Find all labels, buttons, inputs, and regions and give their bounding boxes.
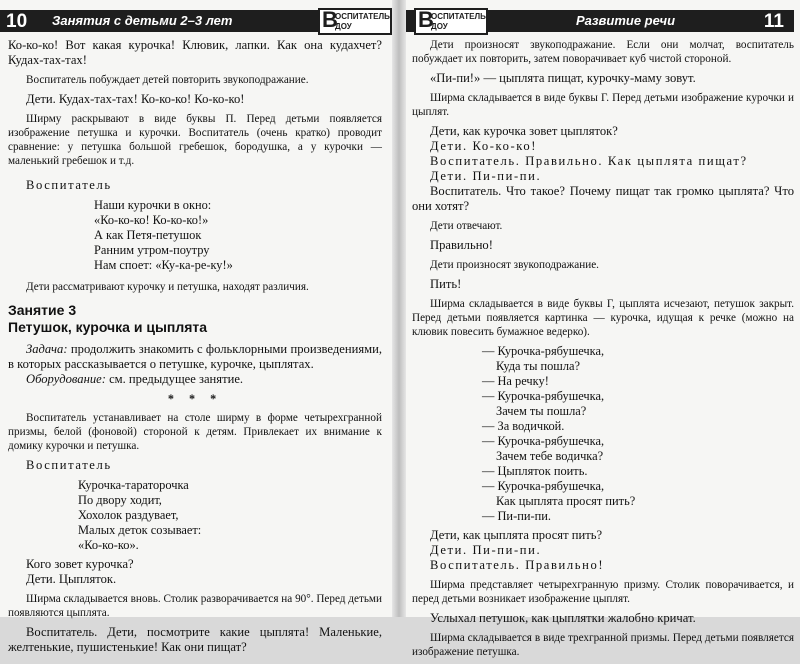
paragraph: Ширма складывается в виде трехгранной призмы. Перед детьми появляется изображение петушка. [412, 632, 794, 658]
left-header-title: Занятия с детьми 2–3 лет [52, 13, 233, 28]
logo-text-bottom: ДОУ [335, 22, 352, 31]
poem [78, 478, 382, 553]
dialogue-line: Услыхал петушок, как цыплятки жалобно кричат. [430, 611, 696, 625]
poem-line: А как Петя-петушок [94, 228, 202, 242]
right-page-header [406, 7, 794, 32]
right-page-body [406, 38, 800, 664]
left-page-number: 10 [6, 11, 28, 32]
task-label: Задача: [26, 342, 68, 356]
poem-line: — Курочка-рябушечка, [482, 434, 605, 448]
dialogue-line: Дети. Пи-пи-пи. [430, 543, 542, 557]
dialogue-line: Дети. Пи-пи-пи. [430, 169, 542, 183]
paragraph: Ширма складывается в виде буквы Г, цыплята исчезают, петушок закрыт. Перед детьми появляется картинка — курочка, идущая к речке (можно на клювик повесить бумажное ведерко). [412, 298, 794, 338]
poem-line: — Курочка-рябушечка, [482, 344, 605, 358]
lesson-heading [8, 302, 382, 336]
poem-line: — Пи-пи-пи. [482, 509, 551, 523]
logo-letter: В [418, 7, 434, 32]
poem-line: — На речку! [482, 374, 549, 388]
right-header-title: Развитие речи [576, 13, 676, 28]
dialogue-line: Воспитатель. Правильно. Как цыплята пищат? [430, 154, 748, 168]
dialogue-line: Воспитатель. Что такое? Почему пищат так громко цыплята? Что они хотят? [412, 184, 794, 213]
logo-text-top: ОСПИТАТЕЛЬ [335, 12, 390, 21]
left-page-header [0, 7, 392, 32]
poem [94, 198, 382, 273]
lesson-equipment [8, 372, 382, 387]
section-divider: * * * [167, 392, 223, 406]
magazine-logo [318, 8, 392, 35]
poem-line: «Ко-ко-ко». [78, 538, 139, 552]
logo-text-top: ОСПИТАТЕЛЬ [431, 12, 486, 21]
dialogue-line: Дети, как цыплята просят пить? [430, 528, 603, 542]
paragraph: Дети произносят звукоподражание. Если они молчат, воспитатель побуждает их повторить, затем поворачивает куб чистой стороной. [412, 39, 794, 65]
paragraph: Воспитатель устанавливает на столе ширму в форме четырехгранной призмы, белой (фоновой) стороной к детям. Привлекает их внимание к домику курочки и петушка. [8, 412, 382, 452]
poem-line: Зачем тебе водичка? [496, 449, 604, 463]
poem-line: Малых деток созывает: [78, 523, 202, 537]
paragraph: Дети произносят звукоподражание. [430, 259, 599, 271]
dialogue-line: Кого зовет курочка? [26, 557, 134, 571]
dialogue-line: «Пи-пи!» — цыплята пищат, курочку-маму зовут. [430, 71, 696, 85]
speaker-label: Воспитатель [26, 178, 112, 192]
poem-line: — Курочка-рябушечка, [482, 389, 605, 403]
dialogue-line: Дети. Кудах-тах-тах! Ко-ко-ко! Ко-ко-ко! [26, 92, 245, 106]
dialogue-line: Дети, как курочка зовет цыпляток? [430, 124, 618, 138]
right-page [406, 0, 800, 658]
lesson-number: Занятие 3 [8, 302, 77, 318]
poem-line: Хохолок раздувает, [78, 508, 179, 522]
paragraph: Воспитатель побуждает детей повторить звукоподражание. [26, 74, 309, 86]
poem-line: Как цыплята просят пить? [496, 494, 636, 508]
paragraph: Ширма складывается вновь. Столик разворачивается на 90°. Перед детьми появляются цыплята. [8, 593, 382, 619]
speaker-label: Воспитатель [26, 458, 112, 472]
lesson-task [8, 342, 382, 372]
dialogue-line: Пить! [430, 277, 462, 291]
poem-line: Наши курочки в окно: [94, 198, 212, 212]
paragraph: Ширма представляет четырехгранную призму. Столик поворачивается, и перед детьми возникает изображение цыплят. [412, 579, 794, 605]
paragraph: Ширма складывается в виде буквы Г. Перед детьми изображение курочки и цыплят. [412, 92, 794, 118]
dialogue-line: Воспитатель. Дети, посмотрите какие цыплята! Маленькие, желтенькие, пушистенькие! Как они пищат? [8, 625, 382, 654]
poem-line: По двору ходит, [78, 493, 162, 507]
task-text: продолжить знакомить с фольклорными произведениями, в которых рассказывается о петушке, курочке, цыплятах. [8, 342, 382, 371]
poem-line: Куда ты пошла? [496, 359, 581, 373]
dialogue-line: Правильно! [430, 238, 493, 252]
poem-line: — Курочка-рябушечка, [482, 479, 605, 493]
right-page-number: 11 [763, 11, 784, 32]
left-page [0, 0, 392, 654]
dialogue-line: Воспитатель. Правильно! [430, 558, 605, 572]
book-gutter [392, 0, 406, 617]
left-page-body [0, 38, 392, 660]
equipment-label: Оборудование: [26, 372, 106, 386]
poem-line: — За водичкой. [482, 419, 565, 433]
magazine-logo [414, 8, 488, 35]
dialogue-line: Дети. Ко-ко-ко! [430, 139, 538, 153]
poem-line: Зачем ты пошла? [496, 404, 587, 418]
poem [482, 344, 794, 524]
dialogue-line: Дети. Цыпляток. [26, 572, 117, 586]
poem-line: Курочка-тараторочка [78, 478, 189, 492]
paragraph: Ко-ко-ко! Вот какая курочка! Клювик, лапки. Как она кудахчет? Кудах-тах-тах! [8, 38, 382, 67]
poem-line: «Ко-ко-ко! Ко-ко-ко!» [94, 213, 209, 227]
paragraph: Дети рассматривают курочку и петушка, находят различия. [26, 281, 309, 293]
logo-letter: В [322, 7, 338, 32]
lesson-title: Петушок, курочка и цыплята [8, 319, 208, 335]
paragraph: Дети отвечают. [430, 220, 503, 232]
logo-text-bottom: ДОУ [431, 22, 448, 31]
poem-line: Ранним утром-поутру [94, 243, 210, 257]
poem-line: Нам споет: «Ку-ка-ре-ку!» [94, 258, 233, 272]
paragraph: Ширму раскрывают в виде буквы П. Перед детьми появляется изображение петушка и курочки. Воспитатель (очень кратко) проводит сравнение: у петушка большой гребешок, бородушка, а у курочки — маленький гребешок и т.д. [8, 113, 382, 167]
equipment-text: см. предыдущее занятие. [109, 372, 244, 386]
poem-line: — Цыпляток поить. [482, 464, 588, 478]
